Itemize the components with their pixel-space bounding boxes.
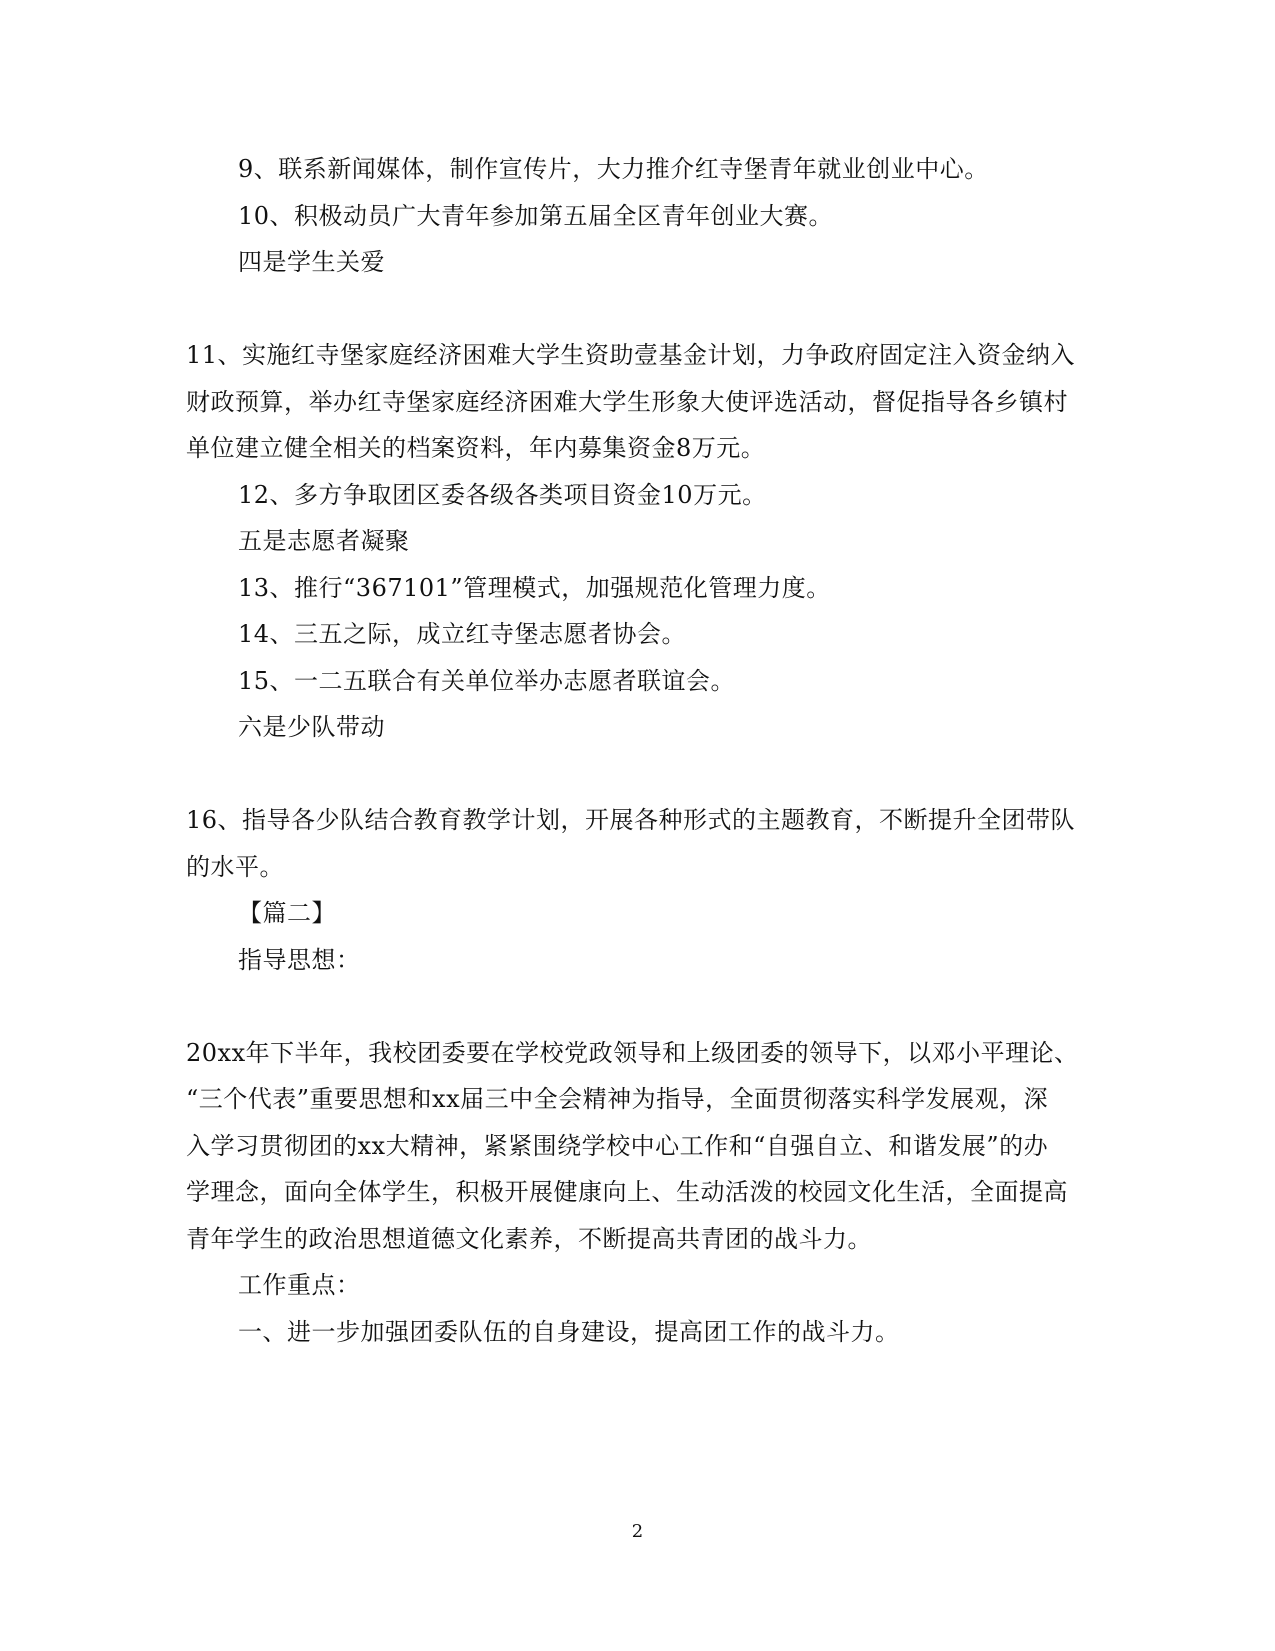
paragraph-line: 的水平。 — [186, 853, 284, 881]
list-item-focus-1: 一、进一步加强团委队伍的自身建设，提高团工作的战斗力。 — [238, 1318, 900, 1346]
paragraph-line: 20xx年下半年，我校团委要在学校党政领导和上级团委的领导下，以邓小平理论、 — [186, 1039, 1079, 1067]
list-item-14: 14、三五之际，成立红寺堡志愿者协会。 — [238, 620, 687, 648]
list-item-15: 15、一二五联合有关单位举办志愿者联谊会。 — [238, 667, 736, 695]
work-focus-heading: 工作重点： — [238, 1271, 361, 1299]
paragraph-line: “三个代表”重要思想和xx届三中全会精神为指导，全面贯彻落实科学发展观，深 — [186, 1085, 1049, 1113]
section-heading-student-care: 四是学生关爱 — [238, 248, 385, 276]
paragraph-line: 11、实施红寺堡家庭经济困难大学生资助壹基金计划，力争政府固定注入资金纳入 — [186, 341, 1076, 369]
list-item-10: 10、积极动员广大青年参加第五届全区青年创业大赛。 — [238, 202, 834, 230]
part-two-heading: 【篇二】 — [238, 899, 336, 927]
section-heading-young-pioneers: 六是少队带动 — [238, 713, 385, 741]
list-item-12: 12、多方争取团区委各级各类项目资金10万元。 — [238, 481, 767, 509]
page-number: 2 — [631, 1521, 644, 1542]
guiding-ideology-heading: 指导思想： — [238, 946, 361, 974]
paragraph-line: 青年学生的政治思想道德文化素养，不断提高共青团的战斗力。 — [186, 1225, 872, 1253]
paragraph-line: 财政预算，举办红寺堡家庭经济困难大学生形象大使评选活动，督促指导各乡镇村 — [186, 388, 1068, 416]
paragraph-line: 16、指导各少队结合教育教学计划，开展各种形式的主题教育，不断提升全团带队 — [186, 806, 1076, 834]
list-item-9: 9、联系新闻媒体，制作宣传片，大力推介红寺堡青年就业创业中心。 — [238, 155, 989, 183]
paragraph-line: 入学习贯彻团的xx大精神，紧紧围绕学校中心工作和“自强自立、和谐发展”的办 — [186, 1132, 1049, 1160]
paragraph-line: 单位建立健全相关的档案资料，年内募集资金8万元。 — [186, 434, 766, 462]
list-item-13: 13、推行“367101”管理模式，加强规范化管理力度。 — [238, 574, 831, 602]
paragraph-line: 学理念，面向全体学生，积极开展健康向上、生动活泼的校园文化生活，全面提高 — [186, 1178, 1068, 1206]
section-heading-volunteers: 五是志愿者凝聚 — [238, 527, 410, 555]
